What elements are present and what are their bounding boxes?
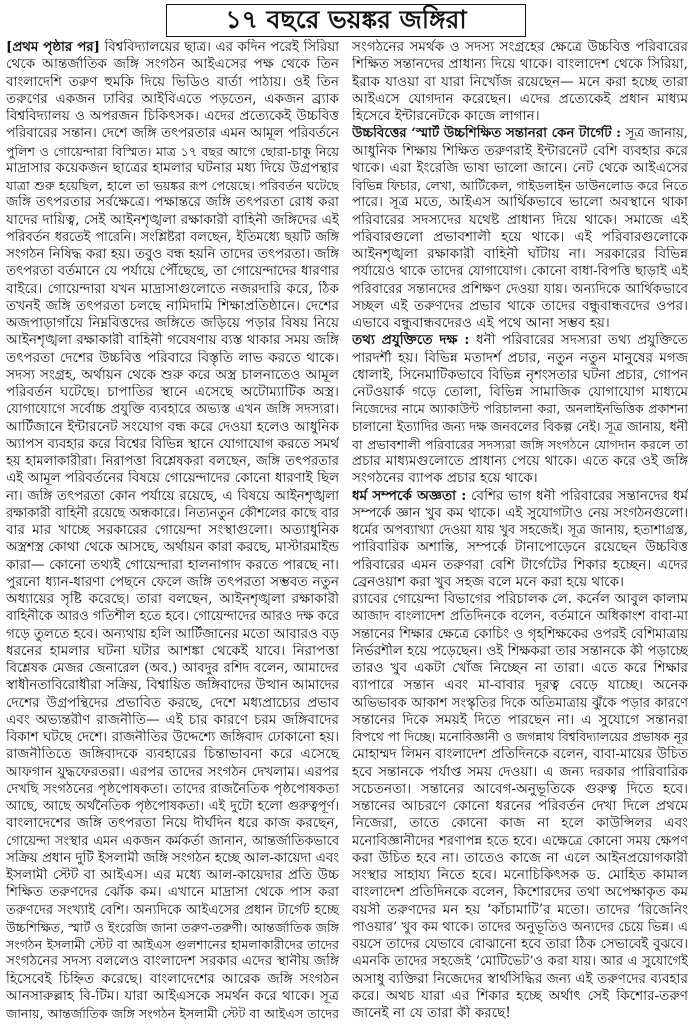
body-line: অসাধু ব্যক্তিরা নিজেদের স্বার্থসিদ্ধির জন্য এই তরুণদের ব্যবহার [352,970,688,987]
body-line: পরিবারের এমন তরুণরা বেশি টার্গেটের শিকার হচ্ছেন। এদের [352,556,688,573]
body-line-text: বিশ্ববিদ্যালয়ের ছাত্র। এর কদিন পরেই সিরিয়া [104,40,339,55]
body-line: দেশের উগ্রপন্থিদের প্রভাবিত করছে, দেশে মধ্যপ্রাচ্যের প্রভাব [6,694,339,711]
body-line: দেখছি সংগঠনের পৃষ্ঠপোষকতা। তাদের রাজনৈতিক পৃষ্ঠপোষকতা [6,781,339,797]
body-line: তখনই জঙ্গি তৎপরতা চলছে নামিদামি শিক্ষাপ্রতিষ্ঠানে। দেশের [6,297,339,314]
body-line: সংগঠন ইসলামী স্টেট বা আইএস গুলশানের হামলাকারীদের তাদের [6,937,339,952]
body-line: বাংলাদেশ প্রতিদিনকে বলেন, কিশোরদের তথা অপেক্ষাকৃত কম [352,884,688,901]
body-line: পারিবারিক অশান্তি, সম্পর্কে টানাপোড়েনে রয়েছেন উচ্চবিত্ত [352,539,688,556]
body-line: নেটওয়ার্ক গড়ে তোলা, বিভিন্ন সামাজিক যোগাযোগ মাধ্যমে [352,384,688,400]
body-line: বয়সী তরুণদের মন হয় ‘কাঁচামাটি’র মতো। তাদের ‘রিজেনিং [352,901,688,918]
headline: ১৭ বছরে ভয়ঙ্কর জঙ্গিরা [166,4,526,37]
body-line: সন্তানের আচরণে কোনো ধরনের পরিবর্তন দেখা দিলে প্রথমে [352,798,688,814]
body-line: শিক্ষিত সন্তানদের প্রাধান্য দিয়ে থাকে। বাংলাদেশ থেকে সিরিয়া, [352,56,688,73]
body-line: পরিবর্তন ঘটেছে। চাপাতির স্থানে এসেছে অটোম্যাটিক অস্ত্র। [6,384,339,400]
body-line: জানেই না যে তারা কী করছে! [352,1005,511,1021]
body-line: তারও খুব একটা খোঁজ নিচ্ছেন না তারা। এতে করে শিক্ষার [352,660,688,676]
body-line: মনোবিজ্ঞানীদের শরণাপন্ন হতে হবে। এক্ষেত্রে কোনো সময় ক্ষেপণ [352,833,688,849]
body-line: সংস্থার সাহায্য নিতে হবে। মনোচিকিৎসক ড. মোহিত কামাল [352,867,688,883]
body-line: বিশ্ববিদ্যালয় ও অপরজন চিকিৎসক। এদের প্রত্যেকেই উচ্চবিত্ত [6,108,339,124]
body-line: চালানো ইত্যাদির জন্য দক্ষ জনবলের বিকল্প নেই। সূত্র জানায়, ধনী [352,419,688,435]
body-line: তৎপরতা বর্তমানে যে পর্যায়ে পৌঁছেছে, তা গোয়েন্দাদের ধারণার [6,264,339,280]
body-line: আজাদ বাংলাদেশ প্রতিদিনকে বলেন, বর্তমানে অধিকাংশ বাবা-মা [352,609,688,625]
body-line: সদস্য সংগ্রহ, অর্থায়ন থেকে শুরু করে অস্ত্র চালনাতেও আমূল [6,366,339,383]
body-line: এমনকি তাদের সহজেই ‘মোটিভেট’ও করা যায়। আর এ সুযোগেই [352,954,688,970]
body-line [352,488,688,505]
body-line: পরিবারের সদস্যদের যথেষ্ট প্রাধান্য দিয়ে থাকে। সমাজে এই [352,211,688,228]
continuation-label: [প্রথম পৃষ্ঠার পর] [6,39,100,55]
body-line: মোহাম্মদ লিমন বাংলাদেশ প্রতিদিনকে বলেন, বাবা-মায়ের উচিত [352,747,688,763]
body-line-text: বেশির ভাগ ধনী পরিবারের সন্তানদের ধর্ম [471,487,688,504]
body-line: অজপাড়াগাঁয়ে নিম্নবিত্তদের জঙ্গিতে জড়িয়ে পড়ার বিষয় নিয়ে [6,315,339,331]
body-line: ধর্মের অপব্যাখ্যা দেওয়া যায় খুব সহজেই। সূত্র জানায়, হতাশাগ্রস্ত, [352,523,688,538]
body-line: পুলিশ ও গোয়েন্দারা বিস্মিত। মাত্র ১৭ বছর আগে ছোরা-চাকু নিয়ে [6,143,339,159]
body-line [352,332,688,349]
body-line: তৎপরতা দেশের উচ্চবিত্ত পরিবারে বিস্তৃতি লাভ করতে থাকে। [6,349,339,366]
body-line: বাহিনীকে আরও গতিশীল হতে হবে। গোয়েন্দাদের আরও দক্ষ করে [6,609,339,625]
body-line: ধরনের হামলার ঘটনা ঘটার আশঙ্কা থেকেই যাবে। নিরাপত্তা [6,642,339,659]
body-line: বিপথে পা দিচ্ছে। মনোবিজ্ঞানী ও জগন্নাথ বিশ্ববিদ্যালয়ের প্রভাষক নূর [352,730,688,744]
body-line: স্বাধীনতাবিরোধীরা সক্রিয়, বিশ্বায়িত জঙ্গিবাদের উত্থান আমাদের [6,678,339,694]
body-line: সংগঠন নিষিদ্ধ করা হয়। তবুও বন্ধ হয়নি তাদের তৎপরতা। জঙ্গি [6,247,339,262]
body-line: আইএসে যোগদান করেছেন। এদের প্রত্যেকেই প্রধান মাধ্যম [352,90,688,107]
body-line: হিসেবেই চিহ্নিত করেছে। বাংলাদেশের আরেক জঙ্গি সংগঠন [6,970,339,987]
body-line: ইরাক যাওয়া বা যারা নিখোঁজ রয়েছেন— মনে করা হচ্ছে তারা [352,73,688,90]
body-line: আইনশৃঙ্খলা রক্ষাকারী বাহিনী গবেষণায় ব্যস্ত থাকার সময় জঙ্গি [6,332,339,349]
body-line: কারা— কোনো তথ্যই গোয়েন্দারা হালনাগাদ করতে পারছে না। [6,556,339,573]
body-line: হিসেবে ইন্টারনেটকে কাজে লাগান। [352,108,540,124]
body-line: সংগঠনের ব্যাপক প্রচার হয়ে থাকে। [352,470,538,487]
body-line: পরিবারের সন্তানদের প্রশিক্ষণ দেওয়া যায়। অন্যদিকে আর্থিকভাবে [352,281,688,297]
body-line: সচ্ছল এই তরুণদের প্রভাব থাকে তাদের বন্ধুবান্ধবদের ওপর। [352,297,688,314]
right-column [352,39,688,1022]
body-line: হবে সন্তানকে পর্যাপ্ত সময় দেওয়া। এ জন্য দরকার পারিবারিক [352,763,688,780]
body-line: ব্যাপারে সন্তান এবং মা-বাবার দূরত্ব বেড়ে যাচ্ছে। অনেক [352,677,688,694]
body-line: পারে। সূত্র মতে, আইএস আর্থিকভাবে ভালো অবস্থানে থাকা [352,194,688,211]
body-line [6,39,339,56]
body-line: থাকে। এরা ইংরেজি ভাষা ভালো জানে। নেট থেকে আইএসের [352,159,688,176]
body-line: এভাবে বন্ধুবান্ধবদেরও এই পথে আনা সম্ভব হয়। [352,315,610,331]
body-line: যাদের দায়িত্ব, সেই আইনশৃঙ্খলা রক্ষাকারী বাহিনী জঙ্গিদের এই [6,211,339,228]
body-line: পাওয়ার’ খুব কম থাকে। তাদের অনুভূতিও অন্যদের চেয়ে ভিন্ন। এ [352,919,688,935]
body-line: পরিবারের সন্তান। দেশে জঙ্গি তৎপরতার এমন আমূল পরিবর্তনে [6,126,339,142]
body-line: নিজেদের নামে অ্যাকাউন্ট পরিচালনা করা, অনলাইনভিত্তিক প্রকাশনা [352,402,688,417]
body-line: মাদ্রাসার কয়েকজন ছাত্রের হামলার ঘটনার মধ্য দিয়ে উগ্রপন্থার [6,159,339,176]
body-line: গড়ে তুলতে হবে। অন্যথায় হলি আর্টিজানের মতো আবারও বড় [6,626,339,642]
body-line: ধোলাই, সিনেমাটিকভাবে বিভিন্ন নৃশংসতার ঘটনা প্রচার, গোপন [352,367,688,383]
body-line: জানায়, আন্তর্জাতিক জঙ্গি সংগঠন ইসলামী স্টেট বা আইএস তাদের [6,1006,339,1021]
body-line-text: ধনী পরিবারের সদস্যরা তথ্য প্রযুক্তিতে [475,332,688,349]
body-line: আধুনিক শিক্ষায় শিক্ষিত তরুণরাই ইন্টারনেট বেশি ব্যবহার করে [352,142,688,159]
body-line: আফগান যুদ্ধফেরতরা। এরপর তাদের সংগঠন দেখলাম। এরপর [6,763,339,780]
body-line: সন্তানের দিকে সময়ই দিতে পারছেন না। এ সুযোগে সন্তানরা [352,711,688,728]
body-line: রাজনীতিতে জঙ্গিবাদকে ব্যবহারের চিন্তাভাবনা করে এসেছে [6,746,339,763]
body-line: সম্পর্কে জ্ঞান খুব কম থাকে। এই সুযোগটাও নেয় সংগঠনগুলো। [352,505,688,521]
body-line: ইসলামী স্টেট বা আইএস। এর মধ্যে আল-কায়েদার প্রতি উচ্চ [6,867,339,883]
body-line: অধ্যায়ের সৃষ্টি করেছে। তারা বলছেন, আইনশৃঙ্খলা রক্ষাকারী [6,591,339,607]
body-line: জঙ্গি তৎপরতার সর্বক্ষেত্রে। পক্ষান্তরে জঙ্গি তৎপরতা রোধ করা [6,194,339,211]
body-line: যোগাযোগে সর্বোচ্চ প্রযুক্তি ব্যবহারে অভ্যস্ত এখন জঙ্গি সদস্যরা। [6,402,339,418]
body-line [352,125,688,142]
section-subhead: ধর্ম সম্পর্কে অজ্ঞতা : [352,487,467,504]
body-line: থেকে আন্তর্জাতিক জঙ্গি সংগঠন আইএসের পক্ষ থেকে তিন [6,56,339,73]
body-line: করা উচিত হবে না। তাতেও কাজে না এলে আইনপ্রয়োগকারী [352,849,688,866]
body-line: নিজেরা, তাতে কোনো কাজ না হলে কাউন্সিলর এবং [352,815,688,832]
body-line: ব্রেনওয়াশ করা খুব সহজ বলে মনে করা হয়ে থাকে। [352,573,624,590]
body-line: শিক্ষিত তরুণদের ঝোঁক কম। এখানে মাদ্রাসা থেকে পাস করা [6,884,339,901]
body-line: আনসারুল্লাহ বি-টিম। যারা আইএসকে সমর্থন করে থাকে। সূত্র [6,987,339,1004]
body-line: হয় হামলাকারীরা। নিরাপত্তা বিশ্লেষকরা বলছেন, জঙ্গি তৎপরতার [6,454,339,469]
body-line: বাংলাদেশের জঙ্গি তৎপরতা নিয়ে দীর্ঘদিন ধরে কাজ করছেন, [6,815,339,832]
body-line: সংগঠনের সমর্থক ও সদস্য সংগ্রহের ক্ষেত্রে উচ্চবিত্ত পরিবারের [352,39,688,55]
body-line: বিশ্লেষক মেজর জেনারেল (অব.) আবদুর রশিদ বলেন, আমাদের [6,661,339,676]
body-line: বা প্রভাবশালী পরিবারের সদস্যরা জঙ্গি সংগঠনে যোগদান করলে তা [352,436,688,452]
body-line-text: সূত্র জানায়, [625,126,688,142]
body-line: সংগঠনের সদস্য বললেও বাংলাদেশ সরকার এদের স্থানীয় জঙ্গি [6,953,339,970]
body-line: পর্যায়েও থাকে তাদের যোগাযোগ। কোনো বাধা-বিপত্তি ছাড়াই এই [352,264,688,280]
body-line: বাইরে। গোয়েন্দারা যখন মাদ্রাসাগুলোতে নজরদারি করে, ঠিক [6,280,339,297]
body-line: যাত্রা শুরু হয়েছিল, হালে তা ভয়ঙ্কর রূপ পেয়েছে। পরিবর্তন ঘটেছে [6,178,339,193]
body-line: গোয়েন্দা সংস্থার এমন একজন কর্মকর্তা জানান, আন্তর্জাতিকভাবে [6,833,339,849]
body-line: বিভিন্ন ফিচার, লেখা, আর্টিকেল, গাইডলাইন ডাউনলোড করে নিতে [352,178,688,193]
left-column [6,39,339,1022]
body-line: অভিভাবক আকাশ সংস্কৃতির দিকে অতিমাত্রায় ঝুঁকে পড়ার কারণে [352,695,688,711]
body-line: না। জঙ্গি তৎপরতা কোন পর্যায়ে রয়েছে, এ বিষয়ে আইনশৃঙ্খলা [6,488,339,504]
body-line: সক্রিয় প্রধান দুটি ইসলামী জঙ্গি সংগঠন হচ্ছে আল-কায়েদা এবং [6,850,339,866]
body-line: এবং অভ্যন্তরীণ রাজনীতি— এই চার কারণে চরম জঙ্গিবাদের [6,711,339,728]
body-line: বয়সে তাদের যেভাবে বোঝানো হবে তারা ঠিক সেভাবেই বুঝবে। [352,937,688,952]
body-line: বিকাশ ঘটছে দেশে। রাজনীতির উদ্দেশ্যে জঙ্গিবাদ ঢোকানো হয়। [6,730,339,745]
body-line: এই আমূল পরিবর্তনের বিষয়ে গোয়েন্দাদের কোনো ধারণাই ছিল [6,471,339,487]
body-line: র‌্যাবের গোয়েন্দা বিভাগের পরিচালক লে. কর্নেল আবুল কালাম [352,591,688,607]
body-line: রক্ষাকারী বাহিনী রয়েছে অন্ধকারে। নিত্যনতুন কৌশলের কাছে বার [6,505,339,521]
body-line: অস্ত্রশস্ত্র কোথা থেকে আসছে, অর্থায়ন কারা করছে, মাস্টারমাইন্ড [6,540,339,556]
body-line: পুরনো ধ্যান-ধারণা পেছনে ফেলে জঙ্গি তৎপরতা সম্ভবত নতুন [6,573,339,590]
body-line: পরিবর্তন ধরতেই পারেনি। সংশ্লিষ্টরা বলছেন, ইতিমধ্যে ছয়টি জঙ্গি [6,229,339,245]
body-line: তরুণের একজন ঢাবির আইবিএতে পড়তেন, একজন ব্র্যাক [6,90,339,107]
body-line: আছে, আছে অর্থনৈতিক পৃষ্ঠপোষকতা। এই দুটো হলো গুরুত্বপূর্ণ। [6,799,339,814]
body-line: বাংলাদেশি তরুণ হুমকি দিয়ে ভিডিও বার্তা পাঠায়। ওই তিন [6,73,339,90]
body-line: আর্টিজানে ইন্টারনেট সংযোগ বন্ধ করে দেওয়া হলেও আধুনিক [6,418,339,435]
body-line: আইনশৃঙ্খলা রক্ষাকারী বাহিনী ঘাঁটায় না। সরকারের বিভিন্ন [352,246,688,262]
section-subhead: তথ্য প্রযুক্তিতে দক্ষ : [352,332,470,349]
body-line: তরুণদের সংখ্যাই বেশি। অন্যদিকে আইএসের প্রধান টার্গেট হচ্ছে [6,902,339,918]
body-line: করে। অথচ যারা এর শিকার হচ্ছে অর্থাৎ সেই কিশোর-তরুণ [352,987,688,1004]
body-line: প্রচার মাধ্যমগুলোতে প্রাধান্য পেয়ে থাকে। এতে করে ওই জঙ্গি [352,453,688,469]
body-line: সন্তানের শিক্ষার ক্ষেত্রে কোচিং ও গৃহশিক্ষকের ওপরই বেশিমাত্রায় [352,626,688,642]
body-line: বার মার খাচ্ছে সরকারের গোয়েন্দা সংস্থাগুলো। অত্যাধুনিক [6,522,339,538]
body-line: পরিবারগুলো প্রভাবশালী হয়ে থাকে। এই পরিবারগুলোকে [352,228,688,245]
body-line: পারদর্শী হয়। বিভিন্ন মতাদর্শ প্রচার, নতুন নতুন মানুষের মগজ [352,349,688,366]
body-line: সচেতনতা। সন্তানের আবেগ-অনুভূতিকে গুরুত্ব দিতে হবে। [352,780,688,797]
body-line: উচ্চশিক্ষিত, স্মার্ট ও ইংরেজি জানা তরুণ-তরুণী। আন্তর্জাতিক জঙ্গি [6,919,339,935]
section-subhead: উচ্চবিত্তের ‘স্মার্ট উচ্চশিক্ষিত সন্তানরা কেন টার্গেট : [352,125,622,142]
body-line: নির্ভরশীল হয়ে পড়েছেন। ওই শিক্ষকরা তার সন্তানকে কী পড়াচ্ছে [352,643,688,659]
body-line: অ্যাপস ব্যবহার করে বিশ্বের বিভিন্ন স্থানে যোগাযোগ করতে সমর্থ [6,436,339,452]
